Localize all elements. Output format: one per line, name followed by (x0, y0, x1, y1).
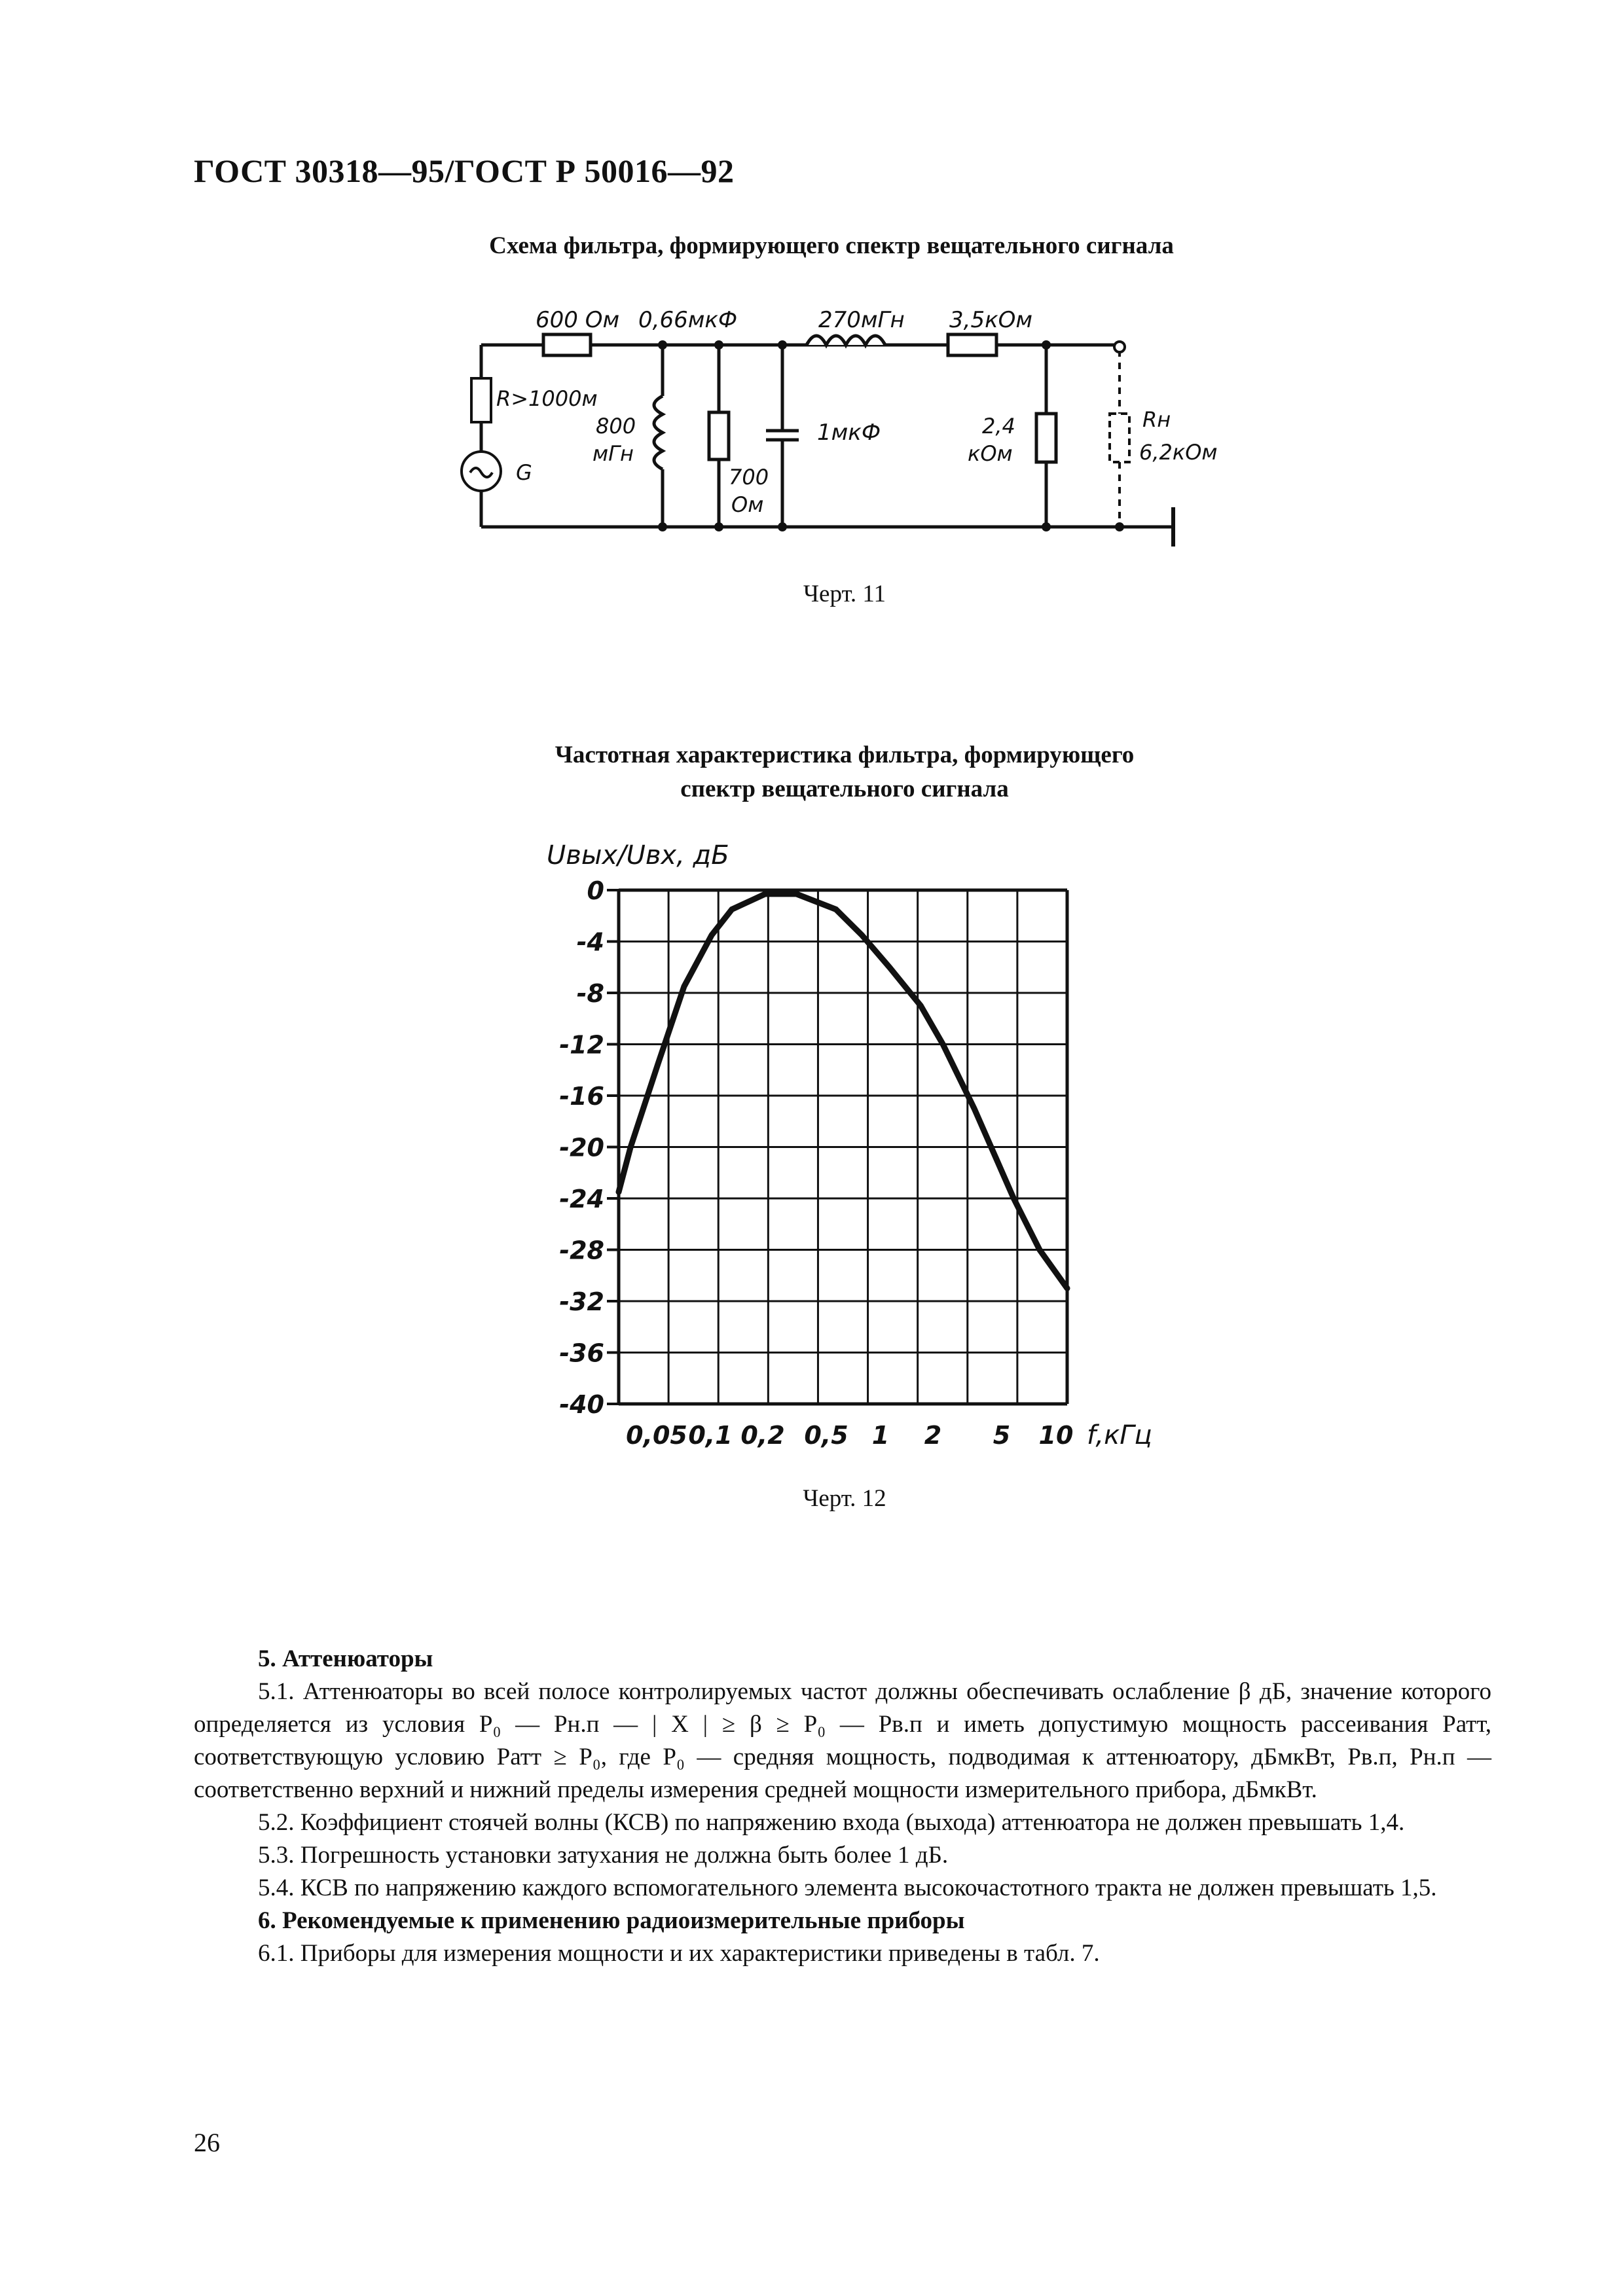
resistor-2-4k (1036, 414, 1056, 462)
label-r-source: R>1000м (496, 386, 598, 411)
paragraph-5-1: 5.1. Аттенюаторы во всей полосе контролируемых частот должны обеспечивать ослабление β дБ, значение которого определяется из условия P₀ — Pн.п — | X | ≥ β ≥ P₀ — Pв.п и иметь допустимую мощность рассеивания Pатт, соответствующую условию Pатт ≥ P₀, где P₀ — средняя мощность, подводимая к аттенюатору, дБмкВт, Pв.п, Pн.п — соответственно верхний и нижний пределы измерения средней мощности измерительного прибора, дБмкВт. (194, 1678, 1491, 1803)
y-tick-label: -36 (559, 1338, 604, 1368)
figure11-title: Схема фильтра, формирующего спектр вещательного сигнала (489, 232, 1174, 259)
resistor-source (471, 378, 491, 422)
figure12-caption: Черт. 12 (803, 1485, 886, 1512)
y-tick-label: -32 (559, 1287, 604, 1316)
label-600-om: 600 Ом (536, 307, 620, 333)
label-rn: Rн (1142, 407, 1171, 432)
document-header: ГОСТ 30318—95/ГОСТ Р 50016—92 (194, 152, 735, 189)
label-3-5-kom: 3,5кОм (949, 307, 1033, 333)
label-800: 800 (596, 414, 636, 439)
paragraph-5-3: 5.3. Погрешность установки затухания не должна быть более 1 дБ. (258, 1842, 949, 1869)
label-1-mkf: 1мкФ (817, 420, 881, 446)
y-tick-labels (559, 876, 619, 1419)
x-tick-label: 0,1 (688, 1421, 733, 1450)
resistor-load (1110, 414, 1129, 462)
y-tick-label: -20 (559, 1133, 604, 1162)
series-line (619, 894, 1067, 1289)
figure11-caption: Черт. 11 (803, 581, 886, 607)
paragraph-6-1: 6.1. Приборы для измерения мощности и их характеристики приведены в табл. 7. (258, 1940, 1100, 1967)
x-tick-label: 0,2 (740, 1421, 785, 1450)
page-number: 26 (194, 2128, 220, 2157)
section6-heading: 6. Рекомендуемые к применению радиоизмерительные приборы (258, 1907, 965, 1934)
resistor-700 (709, 412, 729, 459)
label-6-2-kom: 6,2кОм (1139, 440, 1218, 465)
resistor-3-5k (948, 334, 996, 355)
filter-schematic (0, 0, 1623, 589)
x-tick-label: 1 (871, 1421, 890, 1450)
label-700: 700 (729, 465, 769, 490)
x-tick-label: 0,5 (804, 1421, 848, 1450)
label-2-4: 2,4 (982, 414, 1015, 439)
frequency-response-chart (0, 818, 1623, 1473)
y-tick-label: 0 (587, 876, 604, 905)
inductor-800 (654, 396, 663, 469)
chart-grid (619, 890, 1067, 1404)
x-tick-label: 10 (1038, 1421, 1074, 1450)
y-tick-label: -24 (559, 1185, 604, 1213)
output-terminal (1114, 342, 1125, 352)
y-tick-label: -12 (559, 1030, 604, 1060)
label-om: Ом (731, 492, 764, 517)
x-tick-label: 5 (993, 1421, 1011, 1450)
figure12-title-line2: спектр вещательного сигнала (680, 776, 1009, 802)
label-0-66-mkf: 0,66мкФ (638, 307, 738, 333)
y-tick-label: -8 (576, 979, 604, 1008)
paragraph-5-2: 5.2. Коэффициент стоячей волны (КСВ) по напряжению входа (выхода) аттенюатора не должен превышать 1,4. (258, 1809, 1405, 1836)
y-axis-label: Uвых/Uвх, дБ (547, 840, 729, 870)
x-tick-label: 0,05 (626, 1421, 687, 1450)
resistor-600 (543, 334, 591, 355)
x-axis-label: f,кГц (1087, 1420, 1152, 1450)
label-generator: G (516, 460, 532, 485)
label-270-mgn: 270мГн (818, 307, 905, 333)
paragraph-5-4: 5.4. КСВ по напряжению каждого вспомогательного элемента высокочастотного тракта не должен превышать 1,5. (258, 1874, 1437, 1901)
y-tick-label: -4 (576, 927, 604, 957)
x-tick-label: 2 (924, 1421, 942, 1450)
x-tick-labels (626, 1421, 1073, 1450)
section5-heading: 5. Аттенюаторы (258, 1645, 433, 1672)
figure12-title-line1: Частотная характеристика фильтра, формирующего (555, 742, 1135, 768)
y-tick-label: -40 (559, 1390, 604, 1419)
label-mgn: мГн (593, 441, 634, 466)
body-text (194, 1643, 1491, 1970)
label-kom: кОм (968, 441, 1013, 466)
figure12-title (419, 738, 1270, 806)
y-tick-label: -16 (559, 1082, 604, 1111)
y-tick-label: -28 (559, 1236, 604, 1265)
